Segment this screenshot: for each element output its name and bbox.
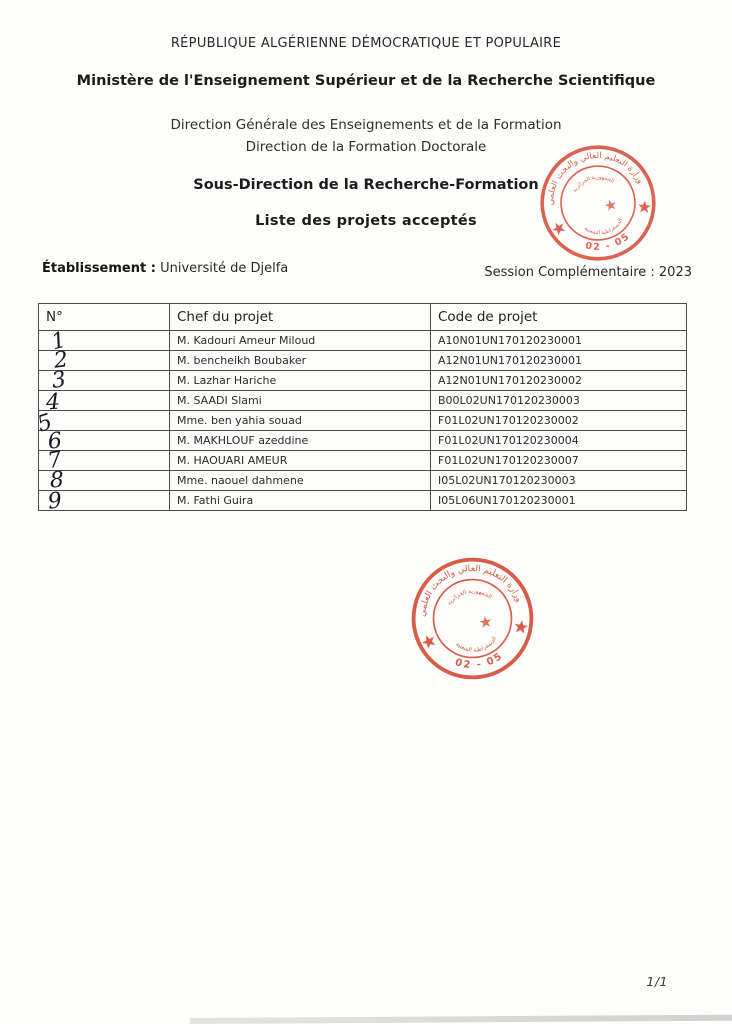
stamp-center-arabic-bottom: الديمقراطية الشعبية [583,217,624,237]
column-header-chef: Chef du projet [170,304,431,331]
handwritten-number: 8 [49,467,65,493]
projects-table-body [34,327,687,515]
table-row [39,331,687,351]
chef-cell: M. Kadouri Ameur Miloud [170,331,431,351]
handwritten-number: 4 [45,389,61,415]
handwritten-number: 9 [46,487,64,515]
page-number: 1/1 [646,974,668,989]
etablissement-line [42,261,288,276]
center-star-icon [604,198,617,211]
table-row [39,431,687,451]
code-cell: A10N01UN170120230001 [431,331,687,351]
chef-cell: M. HAOUARI AMEUR [170,451,431,471]
chef-cell: M. SAADI Slami [170,391,431,411]
chef-cell: M. bencheikh Boubaker [170,351,431,371]
handwritten-number: 3 [50,366,68,394]
ministry-title: Ministère de l'Enseignement Supérieur et de la Recherche Scientifique [76,73,656,89]
etablissement-value: Université de Djelfa [160,261,289,276]
table-header-row [39,304,687,331]
stamp-center-arabic-top: الجمهورية الجزائرية [571,174,616,194]
republic-title: RÉPUBLIQUE ALGÉRIENNE DÉMOCRATIQUE ET POPULAIRE [170,36,562,51]
code-cell: F01L02UN170120230004 [431,431,687,451]
code-cell: A12N01UN170120230001 [431,351,687,371]
direction-generale-line: Direction Générale des Enseignements et de la Formation [170,117,562,133]
stamp-ring-arabic-text: وزارة التعليم العالي والبحث العلمي [417,563,524,618]
column-header-num: N° [39,304,170,331]
code-cell: F01L02UN170120230007 [431,451,687,471]
stamp-number-text: 02 - 05 [453,650,506,672]
handwritten-number: 2 [52,346,70,374]
svg-text:الديمقراطية الشعبية [454,635,500,657]
stamp-center-arabic-bottom: الديمقراطية الشعبية [454,635,499,654]
etablissement-label: Établissement : [42,261,156,276]
projects-table [34,303,687,515]
stamp-ring-arabic-text: وزارة التعليم العالي والبحث العلمي [545,150,646,206]
table-row [39,371,687,391]
num-cell [39,487,170,515]
table-row [39,351,687,371]
sous-direction-line: Sous-Direction de la Recherche-Formation [193,177,539,193]
code-cell: A12N01UN170120230002 [431,371,687,391]
code-cell: F01L02UN170120230002 [431,411,687,431]
table-row [39,391,687,411]
center-star-icon [479,615,492,628]
handwritten-number: 1 [49,327,69,355]
chef-cell: Mme. naouel dahmene [170,471,431,491]
handwritten-number: 5 [34,408,56,438]
stamp-number-text: 02 - 05 [584,230,633,253]
direction-doctorale-line: Direction de la Formation Doctorale [245,139,487,155]
handwritten-number: 7 [45,446,64,474]
column-header-code: Code de projet [431,304,687,331]
band-star-right-icon [638,200,652,213]
code-cell: I05L02UN170120230003 [431,471,687,491]
stamp-center-arabic-top: الجمهورية الجزائرية [446,588,493,607]
num-cell [39,366,170,394]
code-cell: B00L02UN170120230003 [431,391,687,411]
session-line: Session Complémentaire : 2023 [484,265,692,280]
num-cell [39,389,170,415]
handwritten-number: 6 [46,427,64,455]
chef-cell: M. Lazhar Hariche [170,371,431,391]
table-row [39,471,687,491]
code-cell: I05L06UN170120230001 [431,491,687,511]
table-row [39,491,687,511]
scan-page-edge [190,1015,732,1024]
band-star-right-icon [513,619,528,634]
chef-cell: M. Fathi Guira [170,491,431,511]
chef-cell: M. MAKHLOUF azeddine [170,431,431,451]
official-stamp-bottom [396,542,548,694]
table-row [39,411,687,431]
table-row [39,451,687,471]
chef-cell: Mme. ben yahia souad [170,411,431,431]
document-title: Liste des projets acceptés [255,213,477,229]
